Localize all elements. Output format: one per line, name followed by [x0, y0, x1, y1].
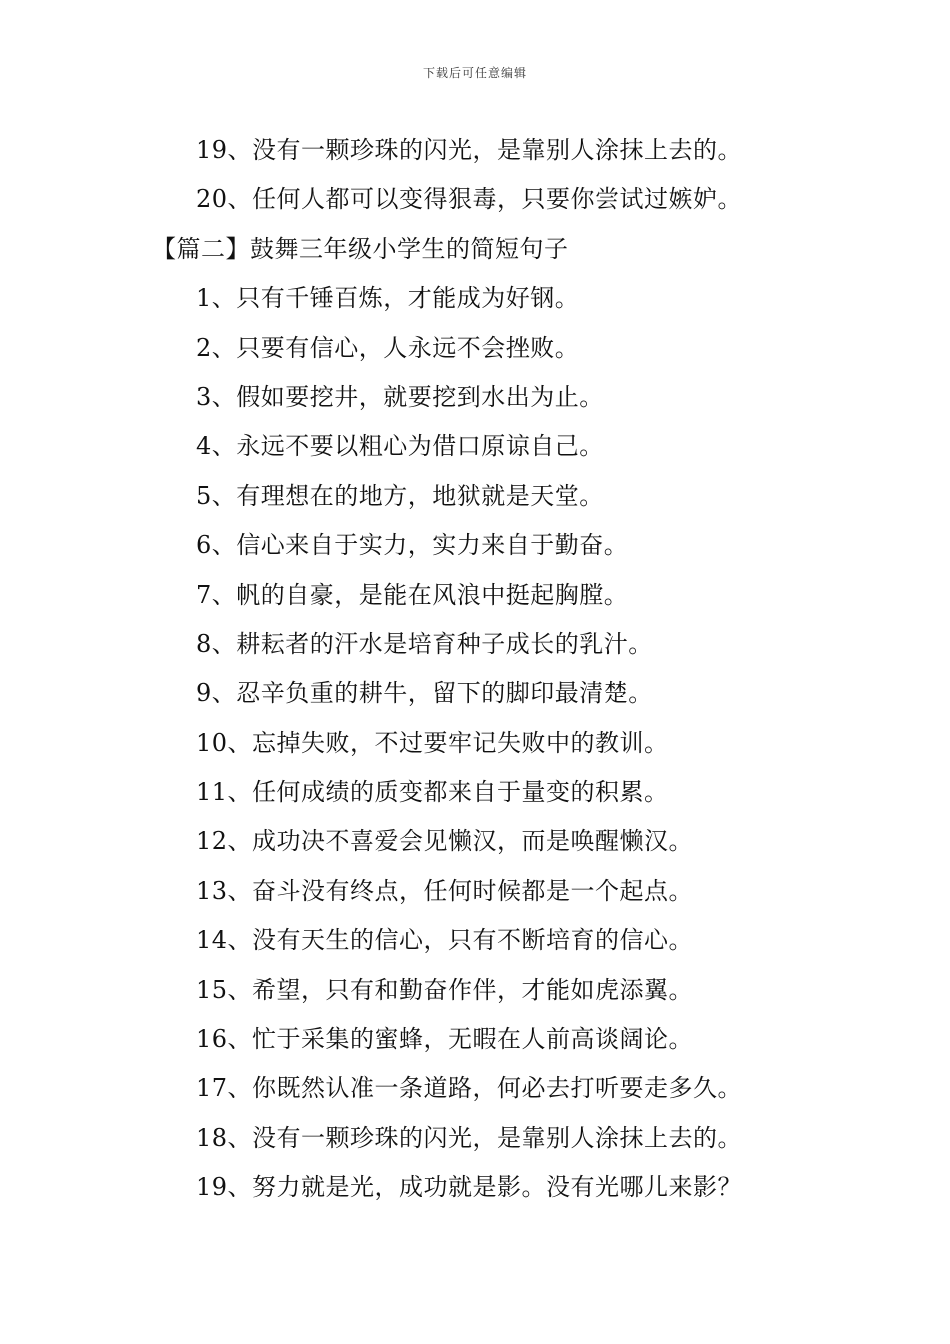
list-item: 1、只有千锤百炼，才能成为好钢。 — [196, 284, 580, 313]
list-item: 8、耕耘者的汗水是培育种子成长的乳汁。 — [196, 629, 653, 658]
list-item: 20、任何人都可以变得狠毒，只要你尝试过嫉妒。 — [196, 185, 743, 214]
list-item: 13、奋斗没有终点，任何时候都是一个起点。 — [196, 876, 694, 905]
list-item: 15、希望，只有和勤奋作伴，才能如虎添翼。 — [196, 975, 694, 1004]
list-item: 18、没有一颗珍珠的闪光，是靠别人涂抹上去的。 — [196, 1123, 743, 1152]
document-body — [0, 130, 950, 1217]
list-item: 2、只要有信心，人永远不会挫败。 — [196, 333, 580, 362]
list-item: 17、你既然认准一条道路，何必去打听要走多久。 — [196, 1074, 743, 1103]
page-header: 下载后可任意编辑 — [422, 66, 527, 80]
list-item: 16、忙于采集的蜜蜂，无暇在人前高谈阔论。 — [196, 1025, 694, 1054]
list-item: 14、没有天生的信心，只有不断培育的信心。 — [196, 926, 694, 955]
list-item: 7、帆的自豪，是能在风浪中挺起胸膛。 — [196, 580, 629, 609]
list-item: 12、成功决不喜爱会见懒汉，而是唤醒懒汉。 — [196, 827, 694, 856]
list-item: 19、努力就是光，成功就是影。没有光哪儿来影？ — [196, 1173, 743, 1202]
list-item: 6、信心来自于实力，实力来自于勤奋。 — [196, 531, 629, 560]
section-title: 【篇二】鼓舞三年级小学生的简短句子 — [152, 234, 569, 263]
list-item: 9、忍辛负重的耕牛，留下的脚印最清楚。 — [196, 679, 653, 708]
list-item: 11、任何成绩的质变都来自于量变的积累。 — [196, 778, 669, 807]
list-item: 19、没有一颗珍珠的闪光，是靠别人涂抹上去的。 — [196, 136, 743, 164]
list-item: 3、假如要挖井，就要挖到水出为止。 — [196, 382, 604, 411]
list-item: 5、有理想在的地方，地狱就是天堂。 — [196, 481, 604, 510]
list-item: 10、忘掉失败，不过要牢记失败中的教训。 — [196, 728, 669, 757]
list-item: 4、永远不要以粗心为借口原谅自己。 — [196, 432, 604, 461]
